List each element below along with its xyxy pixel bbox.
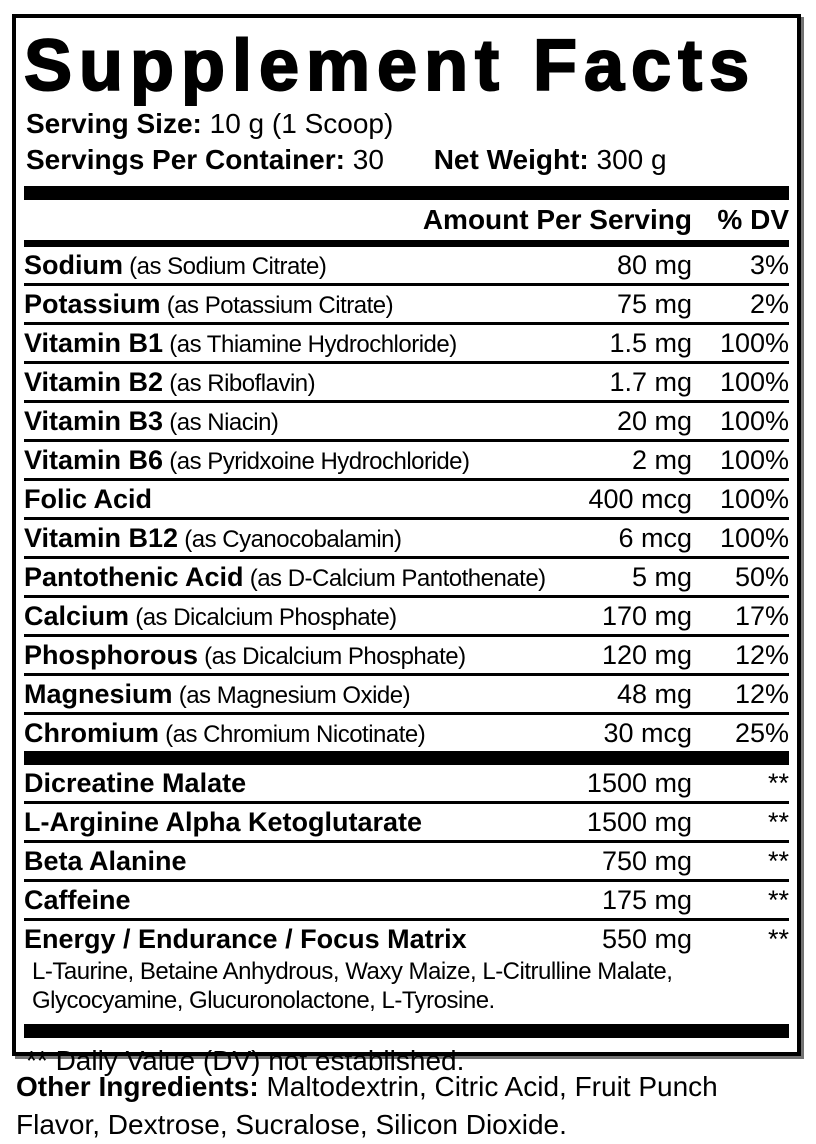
servings-netweight-line: [26, 142, 789, 178]
ingredient-amount: 2 mg: [631, 444, 692, 475]
nutrients-table: [24, 247, 789, 751]
ingredient-source: (as Magnesium Oxide): [172, 681, 411, 709]
ingredient-name-cell: [24, 640, 602, 671]
serving-size-value: 10 g (1 Scoop): [209, 108, 394, 139]
ingredient-source: (as D-Calcium Pantothenate): [243, 564, 546, 592]
table-row: [24, 322, 789, 361]
table-row-main: [24, 765, 789, 801]
servings-per-container-value: 30: [352, 144, 384, 175]
table-row: [24, 361, 789, 400]
sub-ingredients: L-Taurine, Betaine Anhydrous, Waxy Maize, L-Citrulline Malate, Glycocyamine, Glucuronolactone, L-Tyrosine.: [32, 958, 673, 1015]
ingredient-name: Beta Alanine: [24, 845, 187, 876]
ingredient-amount: 175 mg: [601, 884, 692, 915]
ingredient-dv: **: [767, 923, 789, 954]
table-row: [24, 879, 789, 918]
ingredient-name: Chromium: [24, 717, 159, 748]
table-row-main: [24, 520, 789, 556]
ingredient-dv: **: [767, 884, 789, 915]
table-row-main: [24, 637, 789, 673]
divider-bar-header: [24, 240, 789, 247]
table-row: [24, 247, 789, 283]
table-row-main: [24, 715, 789, 751]
ingredient-name: Potassium: [24, 288, 161, 319]
ingredient-name-cell: [24, 768, 587, 799]
ingredient-amount: 6 mcg: [618, 522, 692, 553]
ingredient-name: Phosphorous: [24, 639, 198, 670]
ingredient-name-cell: [24, 924, 602, 955]
table-row-main: [24, 325, 789, 361]
ingredient-name-cell: [24, 807, 587, 838]
ingredient-source: (as Riboflavin): [163, 369, 316, 397]
table-row: [24, 634, 789, 673]
net-weight-value: 300 g: [596, 144, 667, 175]
ingredient-name-cell: [24, 523, 618, 554]
ingredient-name-cell: [24, 406, 617, 437]
divider-bar-top: [24, 186, 789, 200]
table-row-main: [24, 403, 789, 439]
ingredient-amount: 80 mg: [616, 249, 692, 280]
table-row: [24, 918, 789, 1024]
serving-size-label: Serving Size:: [26, 108, 202, 139]
table-row: [24, 478, 789, 517]
ingredient-name-cell: [24, 885, 602, 916]
ingredient-name: Dicreatine Malate: [24, 767, 247, 798]
ingredient-name-cell: [24, 445, 632, 476]
net-weight-label: Net Weight:: [433, 144, 589, 175]
ingredient-dv: **: [767, 845, 789, 876]
ingredient-dv: 17%: [734, 600, 789, 631]
table-row-main: [24, 882, 789, 918]
table-row: [24, 840, 789, 879]
table-row-main: [24, 676, 789, 712]
table-row: [24, 712, 789, 751]
table-row: [24, 400, 789, 439]
ingredient-amount: 1.5 mg: [609, 327, 692, 358]
ingredient-name: Folic Acid: [24, 483, 153, 514]
ingredient-amount: 48 mg: [616, 678, 692, 709]
panel-title: Supplement Facts: [24, 26, 757, 106]
ingredient-name: Vitamin B3: [24, 405, 164, 436]
table-row-main: [24, 598, 789, 634]
ingredient-source: (as Pyridxoine Hydrochloride): [163, 447, 470, 475]
table-header-row: [24, 200, 789, 240]
ingredient-dv: **: [767, 806, 789, 837]
divider-bar-bottom: [24, 1024, 789, 1038]
ingredient-source: (as Potassium Citrate): [160, 291, 394, 319]
ingredient-name-cell: [24, 562, 632, 593]
table-row-main: [24, 843, 789, 879]
ingredient-name-cell: [24, 846, 602, 877]
ingredient-amount: 1.7 mg: [609, 366, 692, 397]
table-row-main: [24, 247, 789, 283]
ingredient-amount: 170 mg: [601, 600, 692, 631]
table-row-main: [24, 804, 789, 840]
table-row-main: [24, 559, 789, 595]
ingredient-name-cell: [24, 679, 617, 710]
ingredient-amount: 75 mg: [616, 288, 692, 319]
supplement-facts-panel: [12, 14, 801, 1076]
ingredient-amount: 5 mg: [631, 561, 692, 592]
table-row: [24, 595, 789, 634]
ingredient-name: Energy / Endurance / Focus Matrix: [24, 923, 467, 954]
table-row-main: [24, 921, 789, 957]
servings-per-container-label: Servings Per Container:: [26, 144, 345, 175]
ingredient-source: (as Niacin): [163, 408, 279, 436]
dv-footnote: ** Daily Value (DV) not established.: [26, 1044, 465, 1076]
ingredient-dv: 25%: [734, 717, 789, 748]
ingredient-amount: 120 mg: [601, 639, 692, 670]
ingredient-dv: 100%: [719, 483, 789, 514]
ingredient-dv: 100%: [719, 522, 789, 553]
table-row: [24, 801, 789, 840]
table-row-main: [24, 286, 789, 322]
ingredient-name: Caffeine: [24, 884, 131, 915]
table-row: [24, 765, 789, 801]
performance-blend-table: [24, 765, 789, 1024]
ingredient-amount: 1500 mg: [586, 767, 692, 798]
ingredient-name: Vitamin B12: [24, 522, 179, 553]
ingredient-dv: 100%: [719, 444, 789, 475]
table-row: [24, 439, 789, 478]
ingredient-name: Vitamin B6: [24, 444, 164, 475]
ingredient-name-cell: [24, 601, 602, 632]
table-row: [24, 556, 789, 595]
ingredient-source: (as Thiamine Hydrochloride): [163, 330, 457, 358]
ingredient-name-cell: [24, 367, 609, 398]
ingredient-source: (as Dicalcium Phosphate): [129, 603, 397, 631]
ingredient-dv: 100%: [719, 327, 789, 358]
ingredient-name-cell: [24, 484, 588, 515]
ingredient-dv: 12%: [734, 678, 789, 709]
ingredient-source: (as Dicalcium Phosphate): [198, 642, 466, 670]
ingredient-amount: 550 mg: [601, 923, 692, 954]
ingredient-dv: 3%: [749, 249, 789, 280]
percent-dv-header: % DV: [717, 204, 789, 235]
ingredient-name: Calcium: [24, 600, 130, 631]
other-ingredients: [16, 1068, 746, 1144]
table-row: [24, 283, 789, 322]
ingredient-name-cell: [24, 718, 603, 749]
ingredient-dv: 50%: [734, 561, 789, 592]
ingredient-name: Vitamin B2: [24, 366, 164, 397]
ingredient-name: Sodium: [24, 249, 123, 280]
table-row: [24, 673, 789, 712]
ingredient-amount: 20 mg: [616, 405, 692, 436]
ingredient-amount: 30 mcg: [603, 717, 692, 748]
ingredient-name: Pantothenic Acid: [24, 561, 244, 592]
ingredient-amount: 400 mcg: [588, 483, 692, 514]
ingredient-dv: 12%: [734, 639, 789, 670]
ingredient-dv: **: [767, 767, 789, 798]
ingredient-source: (as Sodium Citrate): [123, 252, 327, 280]
serving-size-line: [26, 106, 789, 142]
ingredient-name-cell: [24, 289, 617, 320]
ingredient-dv: 2%: [749, 288, 789, 319]
ingredient-amount: 750 mg: [601, 845, 692, 876]
ingredient-name-cell: [24, 328, 609, 359]
ingredient-name: Magnesium: [24, 678, 173, 709]
ingredient-source: (as Cyanocobalamin): [178, 525, 402, 553]
table-row-main: [24, 442, 789, 478]
ingredient-dv: 100%: [719, 405, 789, 436]
ingredient-name: Vitamin B1: [24, 327, 164, 358]
ingredient-amount: 1500 mg: [586, 806, 692, 837]
table-row-main: [24, 364, 789, 400]
ingredient-source: (as Chromium Nicotinate): [159, 720, 426, 748]
amount-per-serving-header: Amount Per Serving: [422, 204, 692, 235]
other-ingredients-value: Maltodextrin, Citric Acid, Fruit Punch Flavor, Dextrose, Sucralose, Silicon Dioxide.: [16, 1071, 718, 1140]
table-row-main: [24, 481, 789, 517]
table-row: [24, 517, 789, 556]
other-ingredients-label: Other Ingredients:: [16, 1071, 259, 1102]
ingredient-name: L-Arginine Alpha Ketoglutarate: [24, 806, 423, 837]
ingredient-name-cell: [24, 250, 617, 281]
divider-bar-middle: [24, 751, 789, 765]
ingredient-dv: 100%: [719, 366, 789, 397]
